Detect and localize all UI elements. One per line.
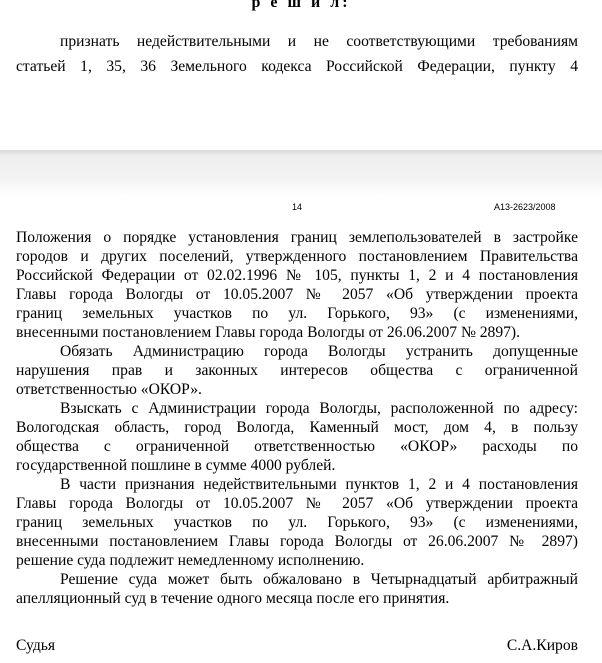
page-gap <box>0 150 602 196</box>
signature-role: Судья <box>16 637 56 654</box>
body-line-1: Положения о порядке установления границ землепользователей в застройке <box>16 229 578 246</box>
body-line-18: решение суда подлежит немедленному исполнению. <box>16 552 365 569</box>
body-line-4: Главы города Вологды от 10.05.2007 № 2057 «Об утверждении проекта <box>16 286 578 303</box>
body-line-15: Главы города Вологды от 10.05.2007 № 2057 «Об утверждении проекта <box>16 495 578 512</box>
body-line-3: Российской Федерации от 02.02.1996 № 105, пункты 1, 2 и 4 постановления <box>16 267 578 284</box>
body-line-9: ответственностью «ОКОР». <box>16 381 202 398</box>
case-number: А13-2623/2008 <box>494 202 556 212</box>
decision-heading: р е ш и л: <box>251 0 351 11</box>
body-line-6: внесенными постановлением Главы города Вологды от 26.06.2007 № 2897). <box>16 324 521 341</box>
body-line-12: общества с ограниченной ответственностью «ОКОР» расходы по <box>16 438 578 455</box>
body-line-11: Вологодская область, город Вологда, Каменный мост, дом 4, в пользу <box>16 419 578 436</box>
top-line-1: признать недействительными и не соответствующими требованиям <box>60 33 578 50</box>
body-line-17: внесенными постановлением Главы города Вологды от 26.06.2007 № 2897) <box>16 533 578 550</box>
body-line-13: государственной пошлине в сумме 4000 рублей. <box>16 457 336 474</box>
bottom-page <box>0 196 602 663</box>
body-line-8: нарушения прав и законных интересов общества с ограниченной <box>16 362 578 379</box>
body-line-5: границ земельных участков по ул. Горького, 93» (с изменениями, <box>16 305 578 322</box>
body-line-16: границ земельных участков по ул. Горького, 93» (с изменениями, <box>16 514 578 531</box>
signature-name: С.А.Киров <box>506 637 578 654</box>
page-number: 14 <box>292 202 303 212</box>
top-line-2: статьей 1, 35, 36 Земельного кодекса Российской Федерации, пункту 4 <box>16 58 578 75</box>
top-page <box>0 0 602 150</box>
body-line-19: Решение суда может быть обжаловано в Четырнадцатый арбитражный <box>60 571 578 588</box>
body-line-14: В части признания недействительными пунктов 1, 2 и 4 постановления <box>60 476 578 493</box>
body-line-7: Обязать Администрацию города Вологды устранить допущенные <box>60 343 578 360</box>
body-line-2: городов и других поселений, утвержденного постановлением Правительства <box>16 248 578 265</box>
body-line-20: апелляционный суд в течение одного месяца после его принятия. <box>16 590 450 607</box>
body-line-10: Взыскать с Администрации города Вологды, расположенной по адресу: <box>60 400 578 417</box>
